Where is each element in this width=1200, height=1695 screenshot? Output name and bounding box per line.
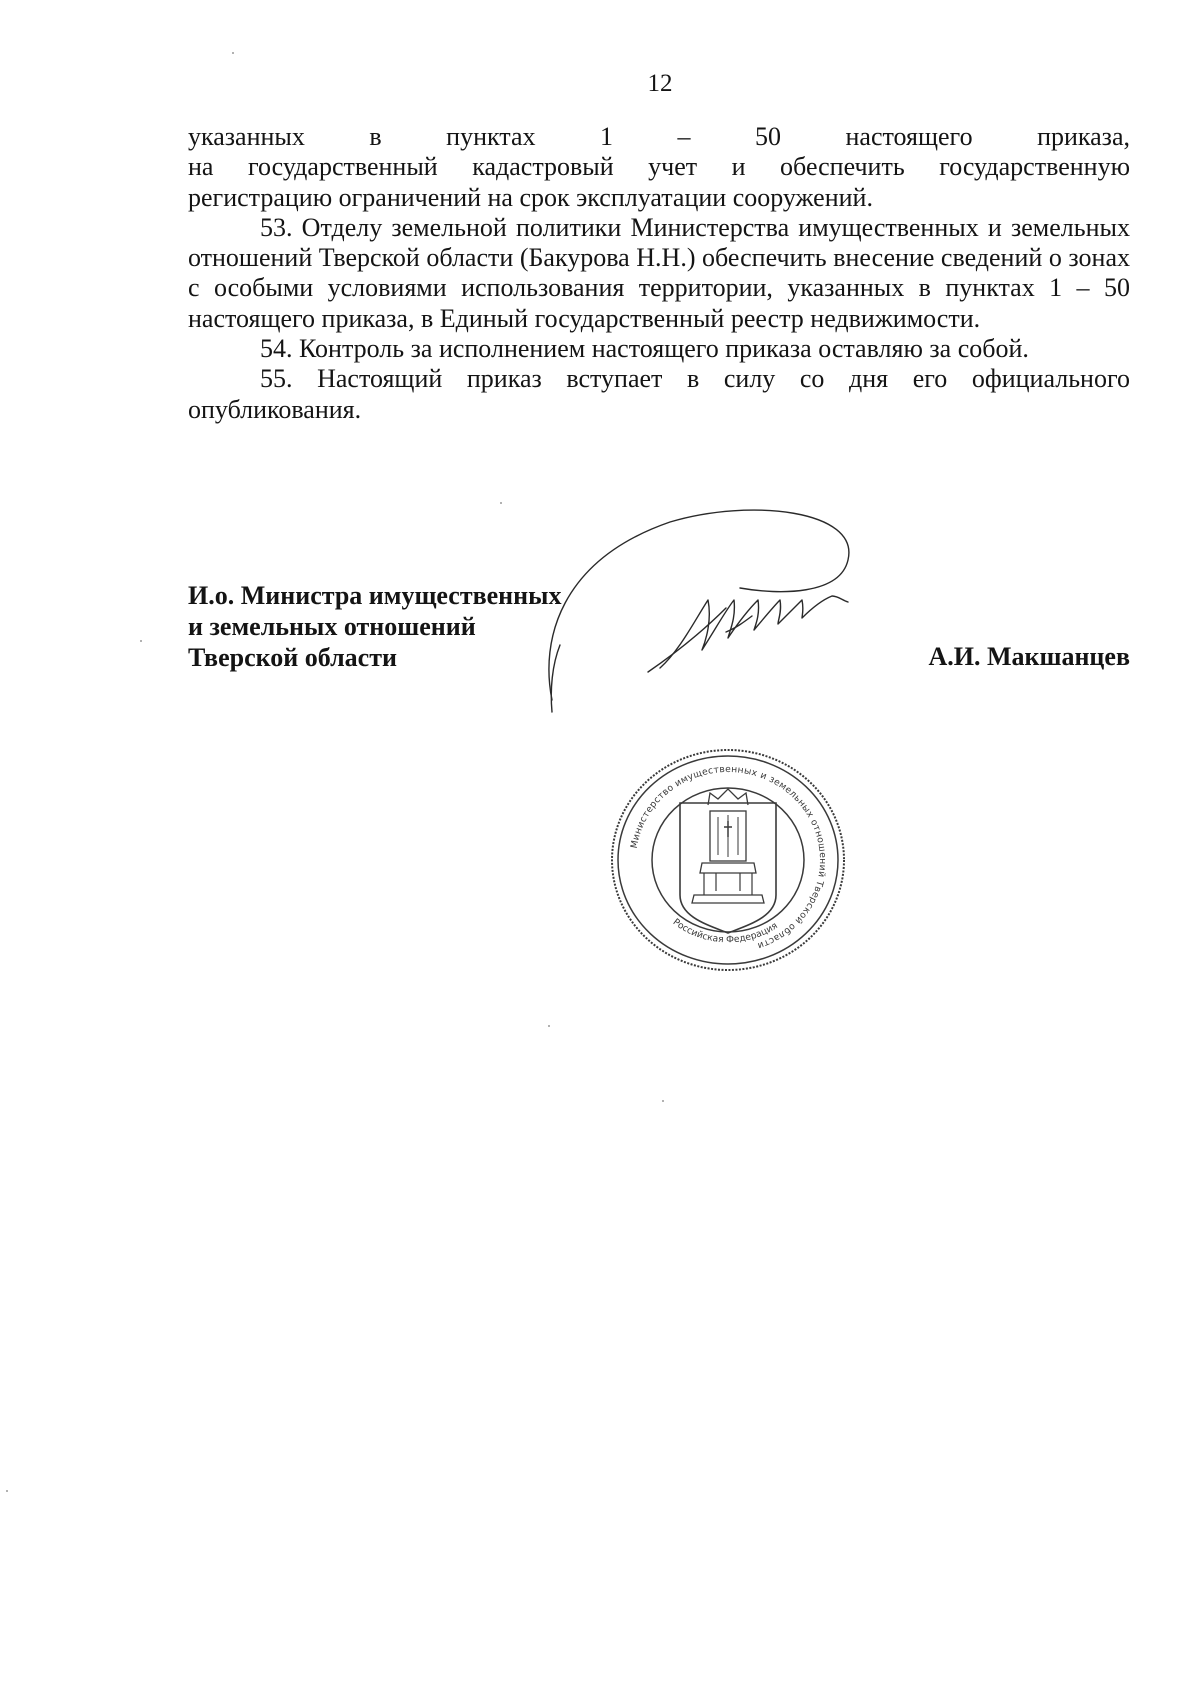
page-number: 12: [647, 70, 673, 97]
item-54: 54. Контроль за исполнением настоящего приказа оставляю за собой.: [260, 334, 1029, 364]
item-53: 53. Отделу земельной политики Министерства имущественных и земельных отношений Тверской области (Бакурова Н.Н.) обеспечить внесение сведений о зонах с особыми условиями использования территории, указанных в пунктах 1 – 50 настоящего приказа, в Единый государственный реестр недвижимости.: [188, 212, 1130, 333]
document-body: [188, 122, 1130, 425]
scan-speck: [662, 1100, 664, 1102]
scan-speck: [6, 1490, 8, 1492]
signatory-title: [188, 580, 561, 673]
seal-bottom-text: Российская Федерация: [670, 916, 780, 946]
paragraph-continuation-line: на государственный кадастровый учет и обеспечить государственную: [188, 152, 1130, 182]
signatory-name: А.И. Макшанцев: [928, 642, 1130, 671]
handwritten-signature: [530, 500, 870, 720]
paragraph-continuation-line: указанных в пунктах 1 – 50 настоящего приказа,: [188, 122, 1130, 151]
scan-speck: [140, 640, 142, 642]
scan-speck: [548, 1025, 550, 1027]
seal-outer-text: Министерство имущественных и земельных отношений Тверской области: [628, 763, 829, 952]
signatory-title-line: Тверской области: [188, 643, 397, 672]
signatory-title-line: И.о. Министра имущественных: [188, 581, 562, 610]
signatory-title-line: и земельных отношений: [188, 612, 476, 641]
scan-speck: [232, 52, 234, 54]
paragraph-continuation-line: регистрацию ограничений на срок эксплуатации сооружений.: [188, 182, 873, 212]
item-55: 55. Настоящий приказ вступает в силу со дня его официального опубликования.: [188, 364, 1130, 424]
official-seal: [608, 745, 848, 975]
scan-speck: [500, 502, 502, 504]
